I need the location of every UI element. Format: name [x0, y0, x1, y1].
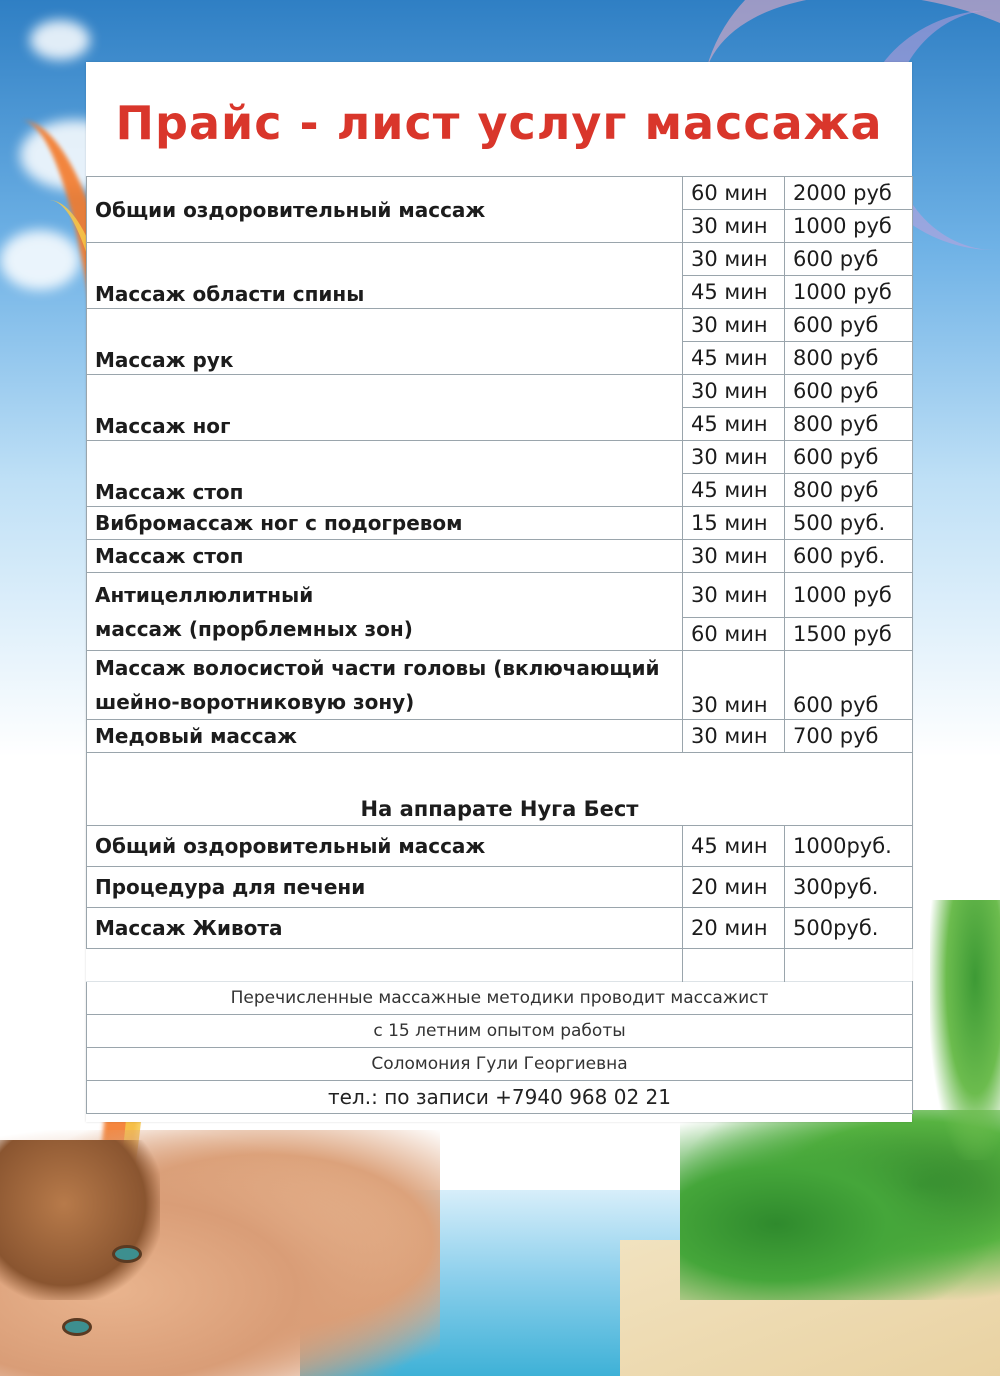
service-time: 30 мин [683, 243, 785, 276]
service-time: 30 мин [683, 309, 785, 342]
service-price: 1000руб. [785, 826, 913, 867]
service-name-line: Массаж волосистой части головы (включающий [95, 656, 660, 680]
service-name: Массаж стоп [87, 540, 683, 573]
service-price: 500 руб. [785, 507, 913, 540]
table-row [87, 177, 913, 210]
service-name: Массаж Живота [87, 908, 683, 949]
service-price: 800 руб [785, 342, 913, 375]
service-time: 20 мин [683, 908, 785, 949]
service-time: 30 мин [683, 210, 785, 243]
service-name [87, 651, 683, 720]
service-name: Общий оздоровительный массаж [87, 826, 683, 867]
service-price: 600 руб [785, 651, 913, 720]
table-row [87, 720, 913, 753]
service-time: 45 мин [683, 342, 785, 375]
service-price: 600 руб [785, 375, 913, 408]
footer-row [87, 1015, 913, 1048]
service-price: 600 руб. [785, 540, 913, 573]
table-row [87, 243, 913, 276]
service-time: 15 мин [683, 507, 785, 540]
service-name-line: массаж (прорблемных зон) [95, 616, 413, 641]
service-time: 30 мин [683, 573, 785, 618]
footer-line: Перечисленные массажные методики проводит массажист [87, 982, 913, 1015]
table-row [87, 826, 913, 867]
service-name: Процедура для печени [87, 867, 683, 908]
phone-number: тел.: по записи +7940 968 02 21 [87, 1081, 913, 1114]
service-time: 45 мин [683, 826, 785, 867]
table-row [87, 309, 913, 342]
service-time: 60 мин [683, 618, 785, 651]
table-row [87, 949, 913, 982]
service-name: Общии оздоровительный массаж [87, 177, 683, 243]
service-time: 30 мин [683, 540, 785, 573]
section-header-row [87, 753, 913, 826]
service-name-line: шейно-воротниковую зону) [95, 690, 415, 714]
service-price: 2000 руб [785, 177, 913, 210]
footer-row [87, 982, 913, 1015]
price-table [86, 176, 913, 1114]
service-price: 1500 руб [785, 618, 913, 651]
woman-eye [62, 1318, 92, 1336]
service-price: 1000 руб [785, 210, 913, 243]
service-time: 60 мин [683, 177, 785, 210]
footer-row [87, 1081, 913, 1114]
cloud [30, 20, 90, 60]
service-time: 45 мин [683, 474, 785, 507]
service-name: Массаж рук [87, 309, 683, 375]
service-name: Массаж области спины [87, 243, 683, 309]
service-price: 800 руб [785, 474, 913, 507]
service-time: 45 мин [683, 276, 785, 309]
service-time: 30 мин [683, 375, 785, 408]
service-name [87, 573, 683, 651]
service-name-line: Антицеллюлитный [95, 582, 314, 607]
table-row [87, 540, 913, 573]
table-row [87, 441, 913, 474]
table-row [87, 507, 913, 540]
table-row [87, 375, 913, 408]
empty-cell [87, 949, 683, 982]
service-time: 20 мин [683, 867, 785, 908]
service-price: 1000 руб [785, 276, 913, 309]
service-name: Массаж стоп [87, 441, 683, 507]
page-title: Прайс - лист услуг массажа [115, 96, 883, 150]
service-name: Медовый массаж [87, 720, 683, 753]
service-price: 600 руб [785, 243, 913, 276]
service-name: Массаж ног [87, 375, 683, 441]
empty-cell [683, 949, 785, 982]
section-title: На аппарате Нуга Бест [87, 753, 913, 826]
empty-cell [785, 949, 913, 982]
service-price: 800 руб [785, 408, 913, 441]
service-price: 500руб. [785, 908, 913, 949]
service-time: 30 мин [683, 441, 785, 474]
table-row [87, 573, 913, 618]
service-time: 45 мин [683, 408, 785, 441]
service-name: Вибромассаж ног с подогревом [87, 507, 683, 540]
woman-eye [112, 1245, 142, 1263]
footer-row [87, 1048, 913, 1081]
footer-line: с 15 летним опытом работы [87, 1015, 913, 1048]
service-price: 1000 руб [785, 573, 913, 618]
service-price: 600 руб [785, 441, 913, 474]
service-time: 30 мин [683, 720, 785, 753]
table-row [87, 867, 913, 908]
footer-line: Соломония Гули Георгиевна [87, 1048, 913, 1081]
service-price: 700 руб [785, 720, 913, 753]
table-row [87, 651, 913, 720]
service-time: 30 мин [683, 651, 785, 720]
woman-hair [0, 1140, 160, 1300]
service-price: 300руб. [785, 867, 913, 908]
service-price: 600 руб [785, 309, 913, 342]
palm-tree-image [930, 900, 1000, 1160]
table-row [87, 908, 913, 949]
